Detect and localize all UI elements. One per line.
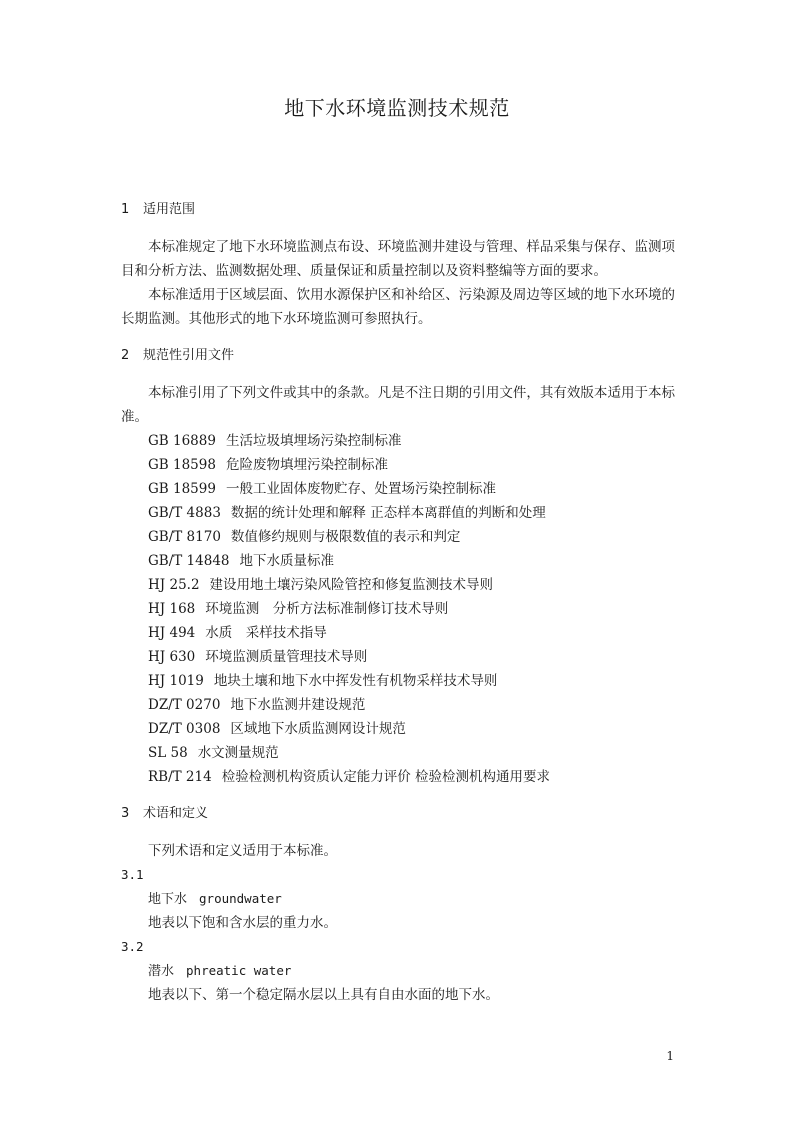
reference-item (121, 477, 675, 501)
reference-item (121, 597, 675, 621)
reference-item (121, 429, 675, 453)
section-heading-scope (121, 198, 675, 222)
term-entry (121, 959, 675, 983)
reference-item (121, 765, 675, 789)
reference-title: 地下水质量标准 (239, 553, 334, 569)
reference-code: HJ 168 (148, 601, 196, 617)
term-chinese: 地下水 (148, 892, 188, 907)
section-number: 2 (121, 348, 130, 363)
section-heading-references (121, 344, 675, 368)
term-english: phreatic water (186, 963, 292, 978)
reference-code: GB/T 8170 (148, 529, 221, 545)
reference-code: DZ/T 0270 (148, 697, 221, 713)
section-title: 术语和定义 (143, 806, 209, 821)
references-intro: 本标准引用了下列文件或其中的条款。凡是不注日期的引用文件，其有效版本适用于本标准。 (121, 385, 675, 425)
reference-item (121, 501, 675, 525)
reference-title: 生活垃圾填埋场污染控制标准 (225, 433, 402, 449)
reference-item (121, 741, 675, 765)
reference-item (121, 621, 675, 645)
reference-item (121, 693, 675, 717)
scope-paragraph: 本标准规定了地下水环境监测点布设、环境监测井建设与管理、样品采集与保存、监测项目和分析方法、监测数据处理、质量保证和质量控制以及资料整编等方面的要求。 (121, 239, 675, 279)
reference-title: 区域地下水质监测网设计规范 (230, 721, 406, 737)
scope-paragraph: 本标准适用于区域层面、饮用水源保护区和补给区、污染源及周边等区域的地下水环境的长期监测。其他形式的地下水环境监测可参照执行。 (121, 287, 675, 327)
reference-code: HJ 494 (148, 625, 196, 641)
terms-intro: 下列术语和定义适用于本标准。 (148, 843, 337, 859)
document-title: 地下水环境监测技术规范 (284, 96, 510, 120)
reference-item (121, 645, 675, 669)
reference-item (121, 717, 675, 741)
reference-code: GB/T 14848 (148, 553, 230, 569)
section-title: 规范性引用文件 (143, 348, 235, 363)
reference-title: 危险废物填埋污染控制标准 (225, 457, 388, 473)
reference-title: 检验检测机构资质认定能力评价 检验检测机构通用要求 (221, 769, 550, 785)
section-heading-terms (121, 802, 675, 826)
reference-title: 地块土壤和地下水中挥发性有机物采样技术导则 (213, 673, 498, 689)
reference-title: 水文测量规范 (197, 745, 279, 761)
reference-title: 数据的统计处理和解释 正态样本离群值的判断和处理 (230, 505, 546, 521)
term-entry (121, 887, 675, 911)
reference-title: 水质 采样技术指导 (205, 625, 327, 641)
reference-item (121, 525, 675, 549)
term-definition: 地表以下饱和含水层的重力水。 (148, 915, 337, 931)
clause-number: 3.1 (121, 867, 144, 882)
clause-number: 3.2 (121, 939, 144, 954)
reference-item (121, 549, 675, 573)
section-title: 适用范围 (143, 202, 196, 217)
reference-code: GB 16889 (148, 433, 216, 449)
reference-title: 数值修约规则与极限数值的表示和判定 (230, 529, 461, 545)
reference-code: SL 58 (148, 745, 188, 761)
reference-code: RB/T 214 (148, 769, 212, 785)
reference-title: 环境监测 分析方法标准制修订技术导则 (205, 601, 449, 617)
reference-item (121, 573, 675, 597)
reference-item (121, 669, 675, 693)
reference-code: HJ 25.2 (148, 577, 200, 593)
document-body (121, 198, 675, 1007)
section-number: 1 (121, 202, 130, 217)
page-number: 1 (666, 1049, 674, 1063)
section-number: 3 (121, 806, 130, 821)
reference-code: HJ 1019 (148, 673, 204, 689)
reference-code: GB 18598 (148, 457, 216, 473)
reference-code: GB 18599 (148, 481, 216, 497)
reference-list (121, 429, 675, 789)
reference-code: HJ 630 (148, 649, 196, 665)
reference-code: DZ/T 0308 (148, 721, 221, 737)
term-english: groundwater (199, 891, 282, 906)
reference-title: 建设用地土壤污染风险管控和修复监测技术导则 (209, 577, 494, 593)
reference-title: 地下水监测井建设规范 (230, 697, 366, 713)
reference-title: 环境监测质量管理技术导则 (205, 649, 368, 665)
term-chinese: 潜水 (148, 964, 175, 979)
term-definition: 地表以下、第一个稳定隔水层以上具有自由水面的地下水。 (148, 987, 499, 1003)
reference-item (121, 453, 675, 477)
reference-title: 一般工业固体废物贮存、处置场污染控制标准 (225, 481, 496, 497)
reference-code: GB/T 4883 (148, 505, 221, 521)
